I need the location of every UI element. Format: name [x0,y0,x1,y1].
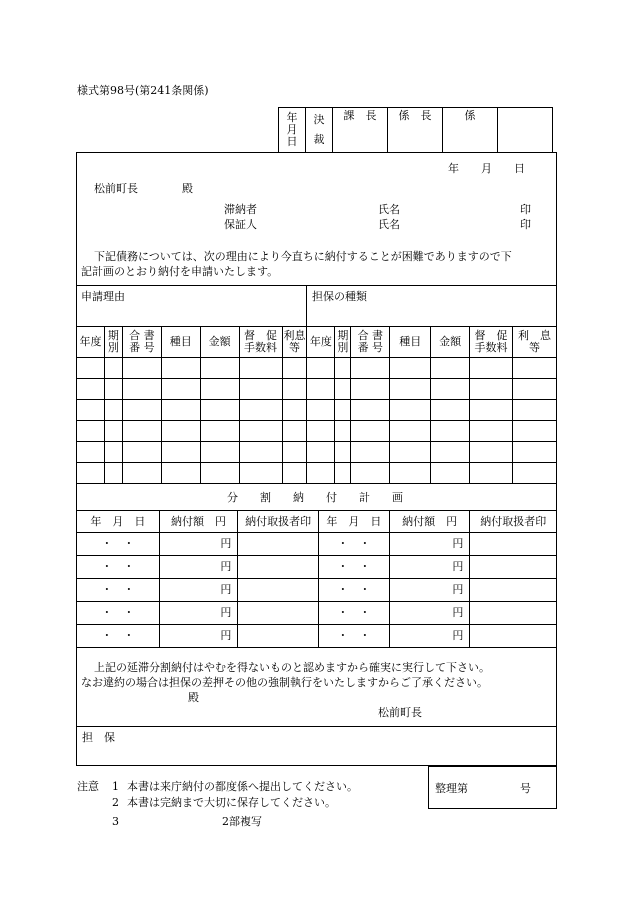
plan-date-cell: ・ ・ [318,625,389,648]
note-3-num: 3 [112,815,119,828]
col-interest-2: 等 [288,341,300,354]
plan-yen-cell: 円 [389,579,470,602]
col-year-2: 年度 [307,327,335,358]
plan-date-cell: ・ ・ [318,602,389,625]
notes-label: 注意 [77,780,99,793]
plan-table [76,510,557,648]
col-interest2-1: 利 息 [517,329,551,342]
plan-yen-cell: 円 [159,625,238,648]
approval-day: 日 [286,135,298,148]
col-fee-2nd [470,327,513,358]
col-item: 種目 [161,327,200,358]
plan-date-cell: ・ ・ [318,556,389,579]
col-interest-2nd [512,327,556,358]
table-row [77,421,557,442]
plan-yen-cell: 円 [389,556,470,579]
decision-char-1: 決 [313,113,325,126]
col-period-2nd [335,327,351,358]
plan-yen-cell: 円 [389,602,470,625]
plan-yen-cell: 円 [159,556,238,579]
col-interest [282,327,307,358]
table-row [77,358,557,379]
plan-date-cell: ・ ・ [77,533,160,556]
approval-line-2: なお違約の場合は担保の差押その他の強制執行をいたしますからご了承ください。 [81,676,488,689]
col-period-2: 別 [107,341,119,354]
plan-date-cell: ・ ・ [77,602,160,625]
staff-stamp-cell: 係 [443,108,498,153]
col-period-1: 期 [107,329,119,342]
approval-year: 年 [286,111,298,124]
col-notice-1: 合 書 [129,329,155,342]
col-period2-2: 別 [337,341,349,354]
request-date: 年 月 日 [448,162,525,175]
approval-decision-cell [306,108,333,153]
plan-col-date-2: 年 月 日 [318,511,389,533]
plan-col-date: 年 月 日 [77,511,160,533]
col-item-2nd: 種目 [390,327,431,358]
collateral-label: 担 保 [82,731,115,744]
table-row [77,442,557,463]
col-period [104,327,122,358]
table-row [77,379,557,400]
addressee: 松前町長 殿 [94,182,193,195]
note-3: 2部複写 [222,815,262,828]
col-fee-1: 督 促 [244,329,278,342]
extra-stamp-cell [498,108,553,153]
note-2: 本書は完納まで大切に保存してください。 [127,796,336,809]
table-row [77,579,557,602]
delinquent-name-label: 氏名 [378,203,400,216]
statement-line-2: 記計画のとおり納付を申請いたします。 [81,265,279,278]
plan-date-cell: ・ ・ [77,625,160,648]
approval-mayor: 松前町長 [378,706,422,719]
approval-month: 月 [286,123,298,136]
col-notice-2nd [351,327,390,358]
chief-stamp-cell: 係 長 [388,108,443,153]
guarantor-label: 保証人 [224,218,257,231]
plan-col-amount: 納付額 円 [159,511,238,533]
table-row [77,625,557,648]
plan-yen-cell: 円 [159,579,238,602]
divider-reason-mid [306,285,307,326]
plan-col-handler-2: 納付取扱者印 [470,511,557,533]
table-row [77,533,557,556]
delinquent-seal: 印 [520,203,531,216]
note-2-num: 2 [112,796,119,809]
reference-label: 整理第 [435,782,468,795]
guarantor-name-label: 氏名 [378,218,400,231]
col-notice [122,327,161,358]
plan-date-cell: ・ ・ [318,533,389,556]
approval-addressee: 殿 [188,691,199,704]
form-id: 様式第98号(第241条関係) [77,84,209,97]
plan-yen-cell: 円 [389,533,470,556]
col-amount: 金額 [200,327,239,358]
plan-title: 分 割 納 付 計 画 [227,491,403,504]
collateral-type-label: 担保の種類 [312,290,367,303]
approval-line-1: 上記の延滞分割納付はやむを得ないものと認めますから確実に実行して下さい。 [94,661,490,674]
col-period2-1: 期 [337,329,349,342]
note-1-num: 1 [112,780,119,793]
plan-col-amount-2: 納付額 円 [389,511,470,533]
col-fee2-1: 督 促 [474,329,508,342]
plan-date-cell: ・ ・ [77,556,160,579]
table-row [77,400,557,421]
reason-label: 申請理由 [81,290,125,303]
plan-yen-cell: 円 [159,602,238,625]
plan-yen-cell: 円 [159,533,238,556]
table-row [77,463,557,484]
approval-grid [278,107,553,153]
col-fee-2: 手数料 [244,341,278,354]
reference-suffix: 号 [520,782,531,795]
col-interest-1: 利息 [283,329,306,342]
col-notice2-1: 合 書 [357,329,384,342]
col-interest2-2: 等 [528,341,540,354]
col-year: 年度 [77,327,105,358]
col-notice-2: 番 号 [129,341,155,354]
note-1: 本書は来庁納付の都度係へ提出してください。 [127,780,358,793]
debt-table [76,326,557,484]
col-fee [239,327,282,358]
col-notice2-2: 番 号 [357,341,384,354]
plan-col-handler: 納付取扱者印 [238,511,319,533]
plan-yen-cell: 円 [389,625,470,648]
table-row [77,556,557,579]
approval-date-cell [279,108,306,153]
plan-date-cell: ・ ・ [318,579,389,602]
divider-reason [76,285,557,286]
manager-stamp-cell: 課 長 [333,108,388,153]
statement-line-1: 下記債務については、次の理由により今直ちに納付することが困難でありますので下 [94,250,512,263]
guarantor-seal: 印 [520,218,531,231]
table-row [77,602,557,625]
delinquent-label: 滞納者 [224,203,257,216]
divider-collateral [76,726,557,727]
decision-char-2: 裁 [313,133,325,146]
col-amount-2nd: 金額 [431,327,470,358]
plan-date-cell: ・ ・ [77,579,160,602]
col-fee2-2: 手数料 [474,341,508,354]
